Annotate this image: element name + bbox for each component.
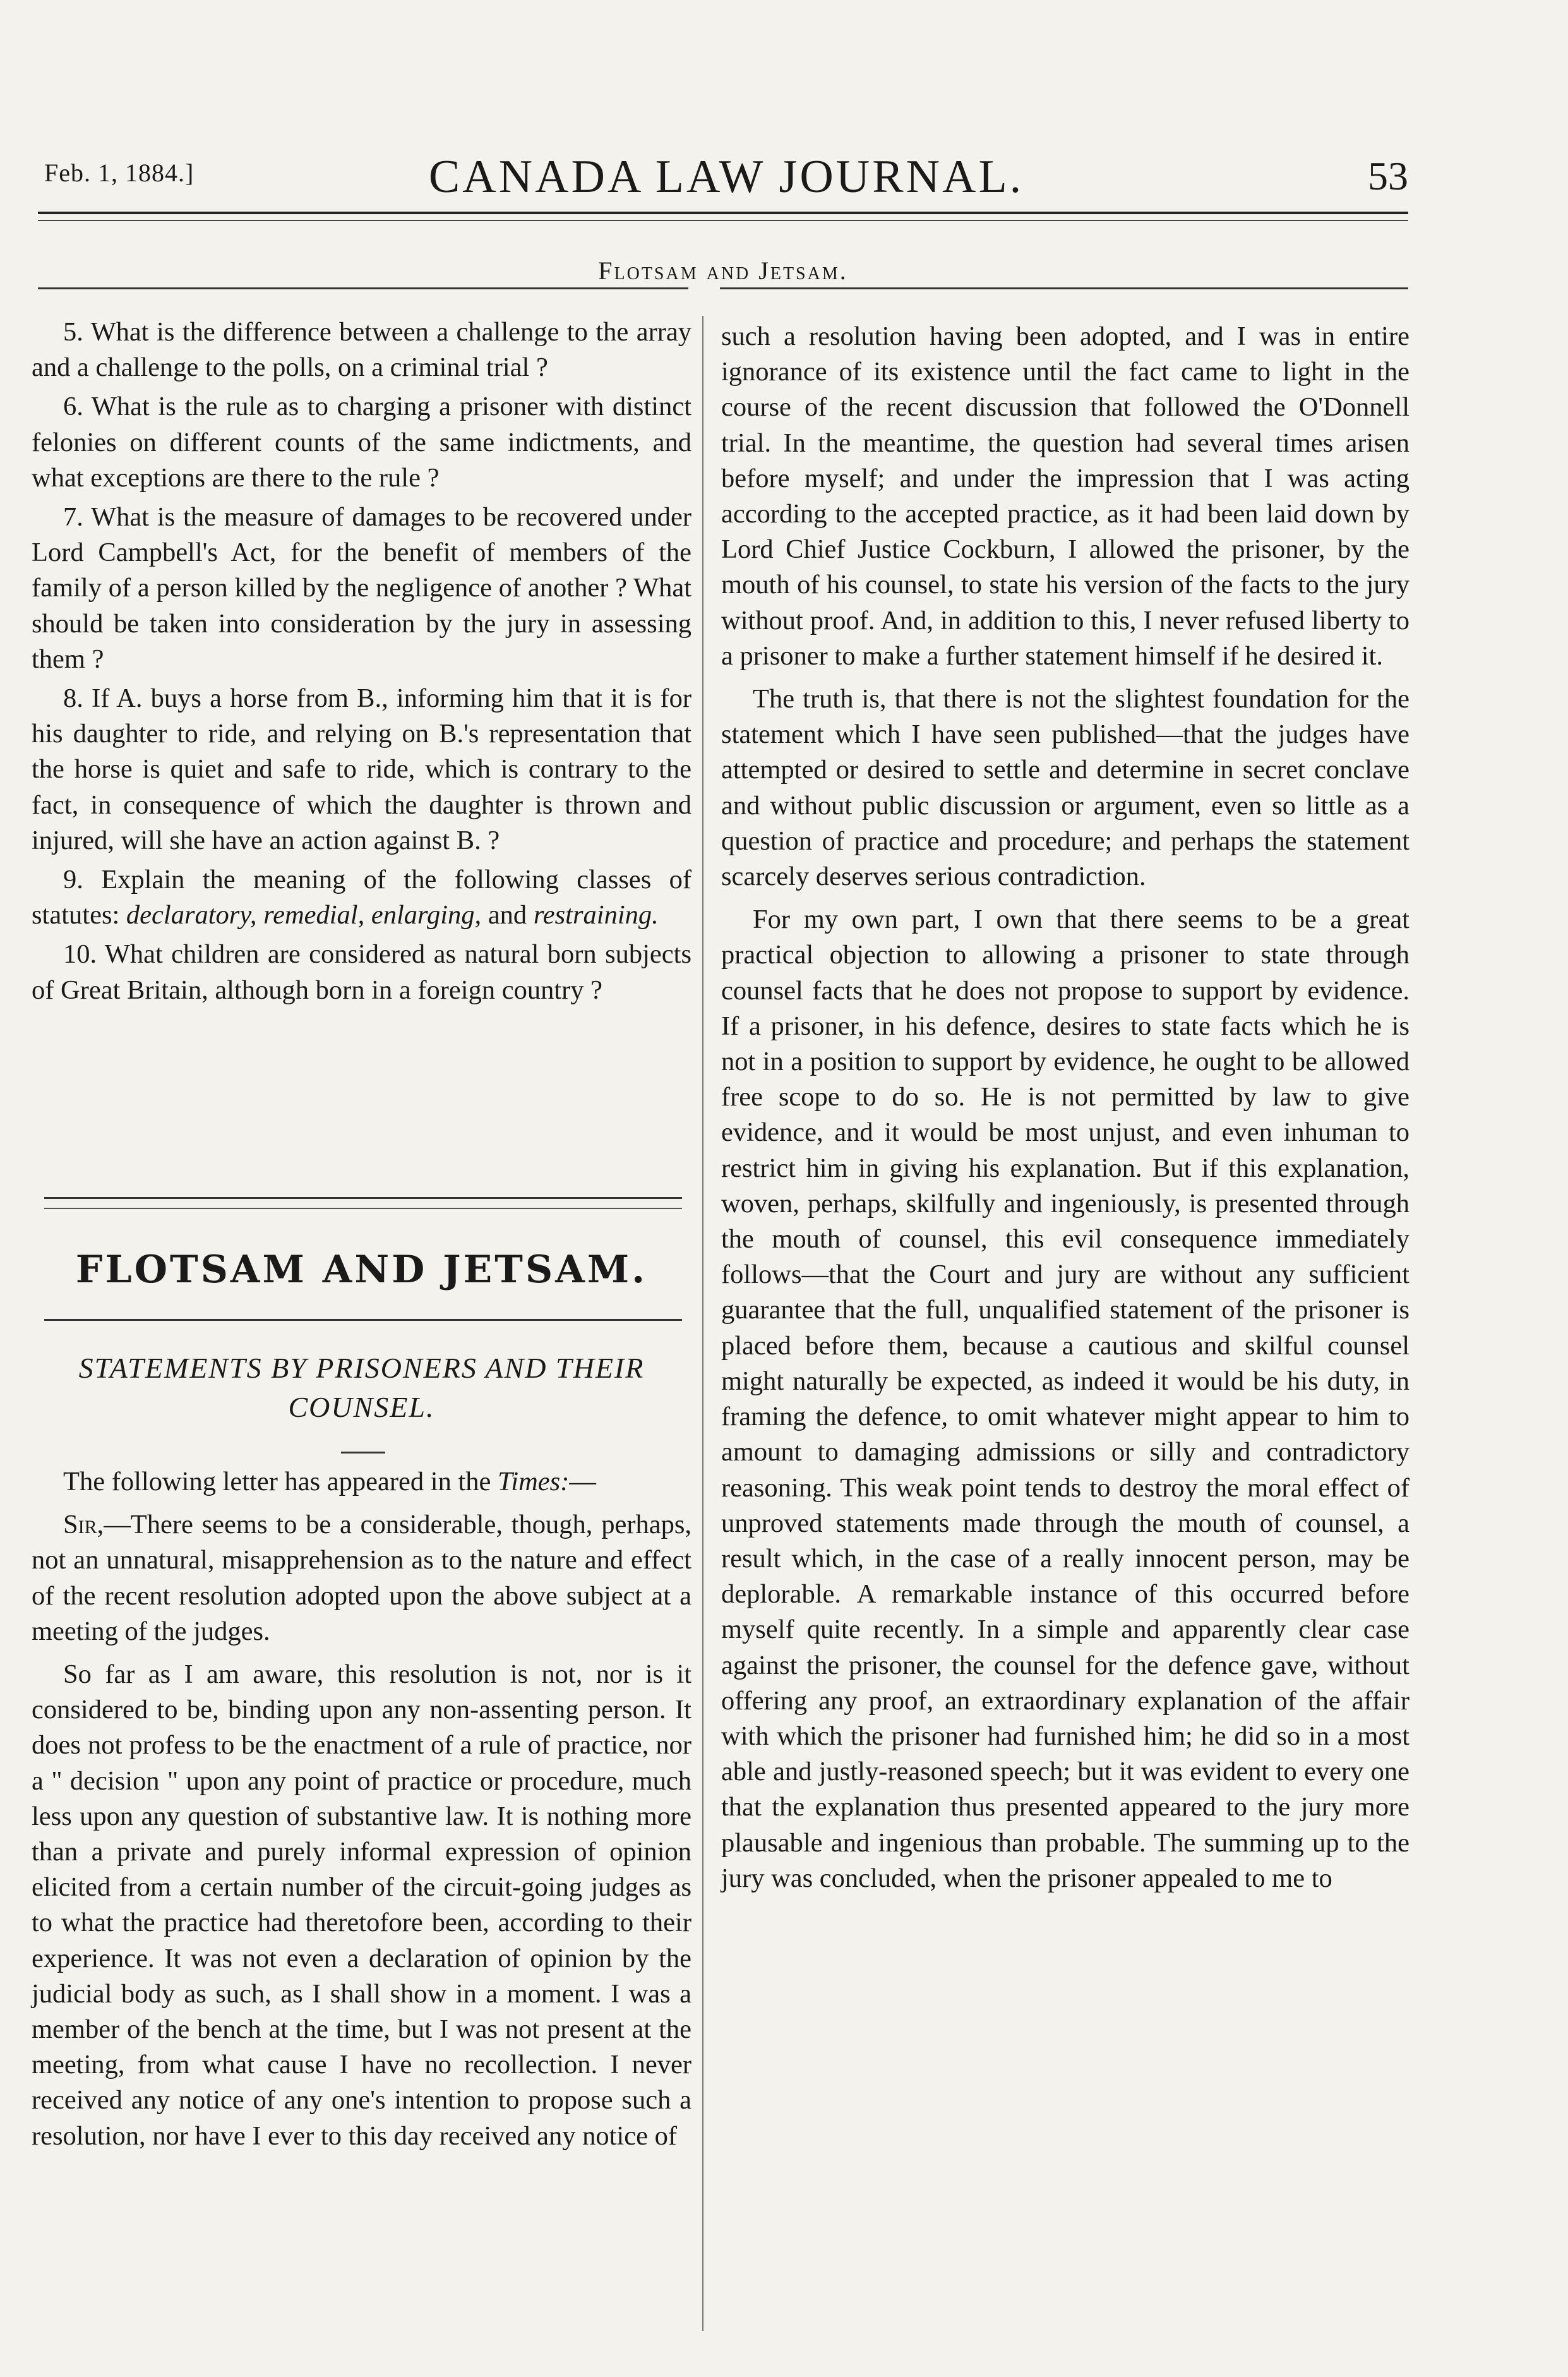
question-9-and: and — [488, 900, 527, 930]
letter-paragraph-1 — [32, 1507, 691, 1649]
section-rule — [44, 1197, 682, 1199]
article-intro-text: The following letter has appeared in the — [63, 1467, 491, 1496]
page-number: 53 — [1368, 153, 1408, 198]
issue-date: Feb. 1, 1884.] — [44, 159, 195, 187]
article-title-rule — [341, 1452, 385, 1453]
header-rule — [38, 212, 1408, 214]
running-head: Flotsam and Jetsam. — [598, 256, 848, 285]
section-heading-rule — [44, 1319, 682, 1321]
letter-paragraph-3: such a resolution having been adopted, and I was in entire ignorance of its existence until the fact came to light in the course of the recent discussion that followed the O'Donnell trial. In the meantime, the question had several times arisen before myself; and under the impression that I was acting according to the accepted practice, as it had been laid down by Lord Chief Justice Cockburn, I allowed the prisoner, by the mouth of his counsel, to state his version of the facts to the jury without proof. And, in addition to this, I never refused liberty to a prisoner to make a further statement himself if he desired it. — [721, 322, 1409, 671]
letter-paragraph-4: The truth is, that there is not the slightest foundation for the statement which I have seen published—that the judges have attempted or desired to settle and determine in secret conclave and without public discussion or argument, even so little as a question of practice and procedure; and perhaps the statement scarcely deserves serious contradiction. — [721, 684, 1409, 892]
article-intro — [32, 1464, 691, 1500]
section-rule-thin — [44, 1208, 682, 1209]
question-6: 6. What is the rule as to charging a prisoner with distinct felonies on different counts of the same indictments, and what exceptions are there to the rule ? — [32, 392, 691, 493]
article-title: STATEMENTS BY PRISONERS AND THEIR COUNSEL. — [78, 1352, 645, 1423]
running-head-rule-left — [38, 287, 688, 289]
column-divider — [702, 316, 703, 2331]
left-column-questions — [32, 315, 691, 1012]
right-column-article — [721, 319, 1409, 1896]
question-9-last: restraining. — [533, 900, 659, 930]
article-intro-dash: — — [569, 1467, 596, 1496]
running-head-rule-right — [720, 287, 1408, 289]
page-header — [44, 145, 1408, 215]
question-9-terms: declaratory, remedial, enlarging, — [126, 900, 482, 930]
question-5: 5. What is the difference between a challenge to the array and a challenge to the polls, on a criminal trial ? — [32, 317, 691, 383]
article-intro-source: Times: — [498, 1467, 570, 1496]
letter-paragraph-1-text: —There seems to be a considerable, though, perhaps, not an unnatural, misapprehension as to the nature and effect of the recent resolution adopted upon the above subject at a meeting of the judges. — [32, 1510, 691, 1646]
question-9 — [32, 862, 691, 933]
left-column-article — [32, 1464, 691, 2154]
header-rule-thin — [38, 220, 1408, 221]
journal-title: CANADA LAW JOURNAL. — [428, 151, 1024, 203]
letter-salutation: Sir, — [63, 1510, 104, 1540]
question-7: 7. What is the measure of damages to be recovered under Lord Campbell's Act, for the benefit of members of the family of a person killed by the negligence of another ? What should be taken into consideration by the jury in assessing them ? — [32, 502, 691, 674]
question-10: 10. What children are considered as natural born subjects of Great Britain, although born in a foreign country ? — [32, 939, 691, 1005]
section-heading: FLOTSAM AND JETSAM. — [75, 1248, 648, 1292]
letter-paragraph-5: For my own part, I own that there seems to be a great practical objection to allowing a prisoner to state through counsel facts that he does not propose to support by evidence. If a prisoner, in his defence, desires to state facts which he is not in a position to support by evidence, he ought to be allowed free scope to do so. He is not permitted by law to give evidence, and it would be most unjust, and even inhuman to restrict him in giving his explanation. But if this explanation, woven, perhaps, skilfully and ingeniously, is presented through the mouth of counsel, this evil consequence immediately follows—that the Court and jury are without any sufficient guarantee that the full, unqualified statement of the prisoner is placed before them, because a cautious and skilful counsel might naturally be expected, as indeed it would be his duty, in framing the defence, to omit whatever might appear to him to amount to damaging admissions or silly and contradictory reasoning. This weak point tends to destroy the moral effect of unproved statements made through the mouth of counsel, a result which, in the case of a really innocent person, may be deplorable. A remarkable instance of this occurred before myself quite recently. In a simple and apparently clear case against the prisoner, the counsel for the defence gave, without offering any proof, an extraordinary explanation of the affair with which the prisoner had furnished him; he did so in a most able and justly-reasoned speech; but it was evident to every one that the explanation thus presented appeared to the jury more plausable and ingenious than probable. The summing up to the jury was concluded, when the prisoner appealed to me to — [721, 905, 1409, 1893]
question-9-lead: 9. Explain the meaning of the following classes of statutes: — [32, 865, 691, 930]
letter-paragraph-2: So far as I am aware, this resolution is not, nor is it considered to be, binding upon any non-assenting person. It does not profess to be the enactment of a rule of practice, nor a " decision " upon any point of practice or procedure, much less upon any question of substantive law. It is nothing more than a private and purely informal expression of opinion elicited from a certain number of the circuit-going judges as to what the practice had theretofore been, according to their experience. It was not even a declaration of opinion by the judicial body as such, as I shall show in a moment. I was a member of the bench at the time, but I was not present at the meeting, from what cause I have no recollection. I never received any notice of any one's intention to propose such a resolution, nor have I ever to this day received any notice of — [32, 1659, 691, 2151]
question-8: 8. If A. buys a horse from B., informing him that it is for his daughter to ride, and relying on B.'s representation that the horse is quiet and safe to ride, which is contrary to the fact, in consequence of which the daughter is thrown and injured, will she have an action against B. ? — [32, 683, 691, 855]
